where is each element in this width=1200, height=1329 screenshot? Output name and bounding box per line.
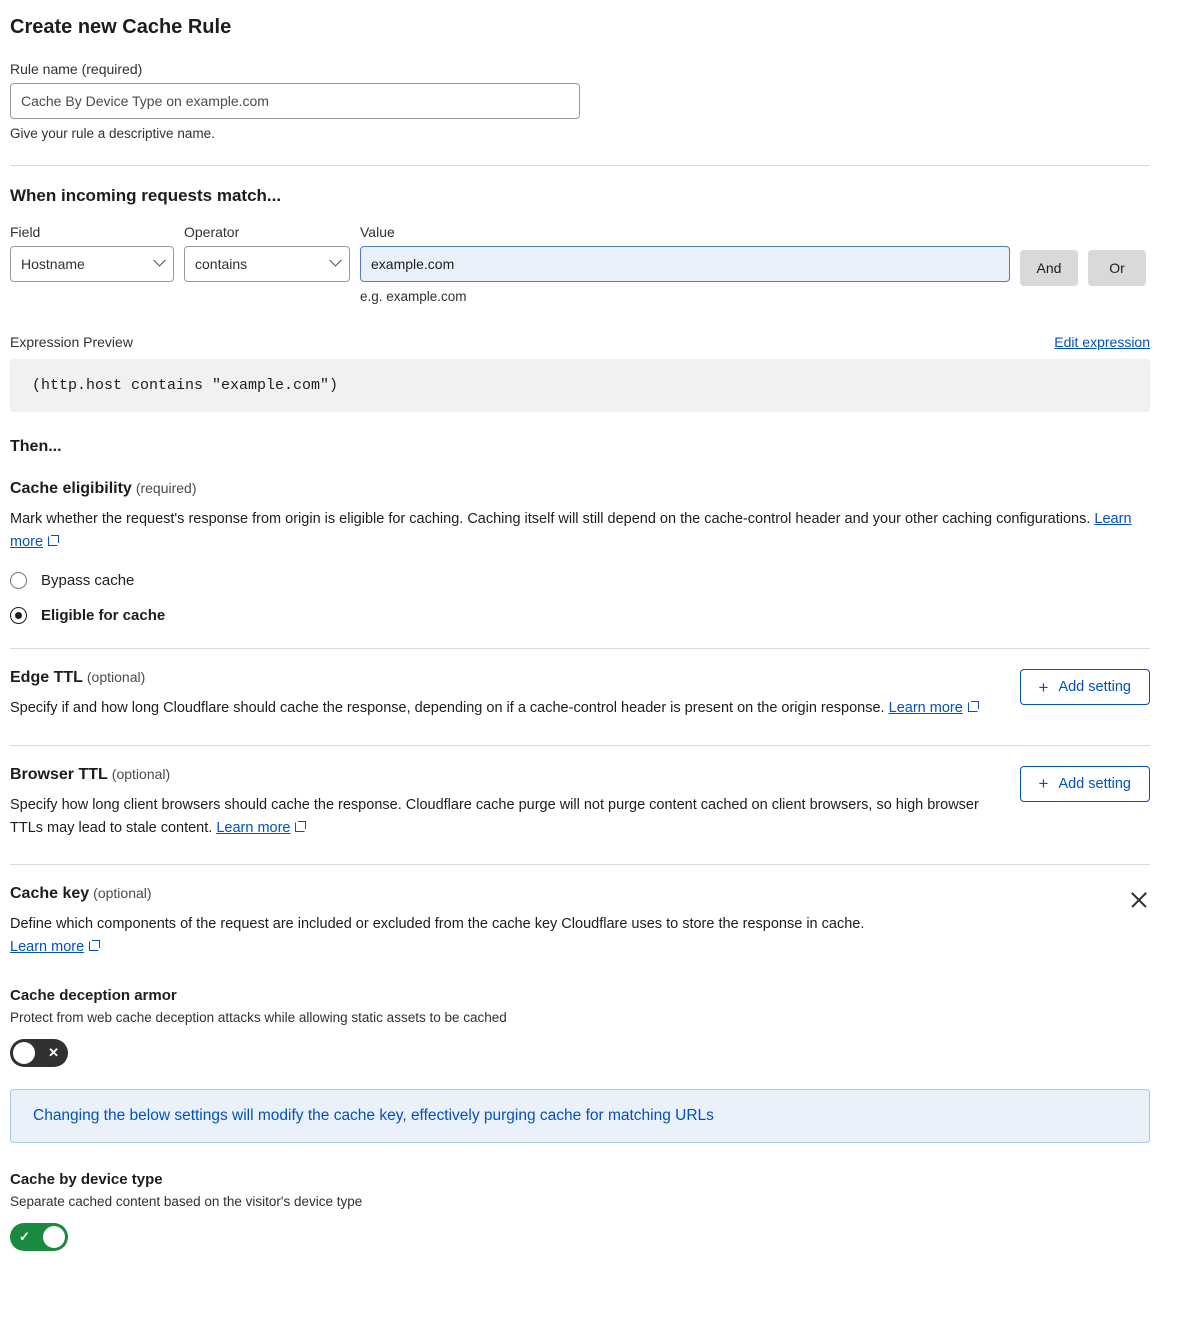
field-select[interactable]	[10, 246, 174, 282]
browser-ttl-learn-more-link[interactable]: Learn more	[216, 819, 291, 836]
match-row	[10, 224, 1150, 304]
chevron-down-icon	[153, 253, 166, 266]
rule-name-group	[10, 61, 1150, 141]
radio-bypass-cache[interactable]	[10, 572, 1150, 589]
cache-deception-armor-description: Protect from web cache deception attacks while allowing static assets to be cached	[10, 1010, 507, 1026]
operator-select-value: contains	[195, 256, 248, 272]
browser-ttl-heading: Browser TTL	[10, 765, 108, 783]
browser-ttl-optional: (optional)	[111, 765, 171, 782]
or-button[interactable]: Or	[1088, 250, 1146, 286]
divider-2	[10, 648, 1150, 649]
browser-ttl-section	[10, 766, 1150, 840]
cache-key-description	[10, 913, 864, 959]
external-link-icon	[48, 535, 59, 546]
external-link-icon	[968, 701, 979, 712]
then-title: Then...	[10, 438, 62, 455]
operator-column	[184, 224, 350, 282]
edge-ttl-add-setting-label: Add setting	[1058, 679, 1131, 696]
divider-3	[10, 745, 1150, 746]
operator-select[interactable]	[184, 246, 350, 282]
browser-ttl-description	[10, 794, 990, 840]
cache-eligibility-learn-more-link[interactable]: Learn more	[10, 511, 1132, 551]
cache-key-heading: Cache key	[10, 884, 90, 902]
edit-expression-link[interactable]: Edit expression	[1054, 334, 1150, 350]
edge-ttl-optional: (optional)	[86, 669, 146, 686]
field-label: Field	[10, 224, 41, 240]
cache-deception-armor-title: Cache deception armor	[10, 987, 177, 1005]
edge-ttl-desc-text: Specify if and how long Cloudflare should cache the response, depending on if a cache-control header is present on the origin response.	[10, 700, 885, 717]
match-section-title: When incoming requests match...	[10, 186, 282, 205]
operator-label: Operator	[184, 224, 240, 240]
edge-ttl-heading: Edge TTL	[10, 669, 83, 687]
radio-bypass-cache-label: Bypass cache	[41, 572, 135, 590]
page-title: Create new Cache Rule	[10, 16, 232, 38]
cache-by-device-type-toggle[interactable]	[10, 1223, 68, 1251]
plus-icon: +	[1038, 774, 1049, 794]
edge-ttl-learn-more-link[interactable]: Learn more	[888, 700, 963, 717]
cache-eligibility-required: (required)	[135, 480, 197, 496]
browser-ttl-add-setting-label: Add setting	[1058, 775, 1131, 792]
cache-by-device-type-description: Separate cached content based on the visitor's device type	[10, 1194, 363, 1210]
toggle-knob	[43, 1226, 65, 1248]
rule-name-helper: Give your rule a descriptive name.	[10, 126, 215, 141]
divider-4	[10, 864, 1150, 865]
edge-ttl-section	[10, 669, 1150, 720]
value-hint: e.g. example.com	[360, 289, 467, 304]
cross-icon: ✕	[48, 1045, 59, 1061]
cache-eligibility-heading: Cache eligibility	[10, 480, 132, 497]
external-link-icon	[295, 821, 306, 832]
value-label: Value	[360, 224, 395, 240]
browser-ttl-left	[10, 766, 990, 840]
expression-preview-box: (http.host contains "example.com")	[10, 359, 1150, 412]
cache-deception-armor-toggle[interactable]	[10, 1039, 68, 1067]
expression-header	[10, 334, 1150, 350]
edge-ttl-description	[10, 697, 979, 720]
plus-icon: +	[1038, 677, 1049, 697]
value-column	[360, 224, 1010, 304]
rule-name-label: Rule name (required)	[10, 61, 143, 77]
field-select-value: Hostname	[21, 256, 85, 272]
cache-eligibility-desc-text: Mark whether the request's response from origin is eligible for caching. Caching itself will still depend on the cache-control header and your other caching configurations.	[10, 511, 1091, 527]
edge-ttl-left	[10, 669, 979, 720]
close-icon[interactable]	[1128, 889, 1150, 911]
radio-eligible-for-cache[interactable]	[10, 607, 1150, 624]
logic-buttons	[1020, 250, 1146, 286]
divider-1	[10, 165, 1150, 166]
expression-preview-label: Expression Preview	[10, 334, 133, 350]
edge-ttl-add-setting-button[interactable]	[1020, 669, 1151, 705]
external-link-icon	[89, 940, 100, 951]
cache-key-title	[10, 885, 864, 903]
value-input[interactable]	[360, 246, 1010, 282]
and-button[interactable]: And	[1020, 250, 1078, 286]
radio-bypass-cache-icon[interactable]	[10, 572, 27, 589]
radio-eligible-for-cache-icon[interactable]	[10, 607, 27, 624]
toggle-knob	[13, 1042, 35, 1064]
cache-key-desc-text: Define which components of the request are included or excluded from the cache key Cloudflare uses to store the response in cache.	[10, 915, 865, 932]
cache-key-info-banner: Changing the below settings will modify the cache key, effectively purging cache for matching URLs	[10, 1089, 1150, 1143]
browser-ttl-title	[10, 766, 990, 784]
browser-ttl-add-setting-button[interactable]	[1020, 766, 1151, 802]
browser-ttl-desc-text: Specify how long client browsers should cache the response. Cloudflare cache purge will not purge content cached on client browsers, so high browser TTLs may lead to stale content.	[10, 796, 979, 836]
cache-key-left	[10, 885, 864, 959]
cache-key-section	[10, 885, 1150, 959]
cache-eligibility-description	[10, 508, 1140, 554]
cache-eligibility-title	[10, 480, 1150, 498]
cache-by-device-type-title: Cache by device type	[10, 1171, 163, 1189]
chevron-down-icon	[329, 253, 342, 266]
cache-key-optional: (optional)	[93, 884, 152, 901]
cache-key-learn-more-link[interactable]: Learn more	[10, 939, 85, 956]
radio-eligible-for-cache-label: Eligible for cache	[41, 607, 166, 625]
edge-ttl-title	[10, 669, 979, 687]
rule-name-input[interactable]	[10, 83, 580, 119]
check-icon: ✓	[19, 1229, 30, 1245]
field-column	[10, 224, 174, 282]
